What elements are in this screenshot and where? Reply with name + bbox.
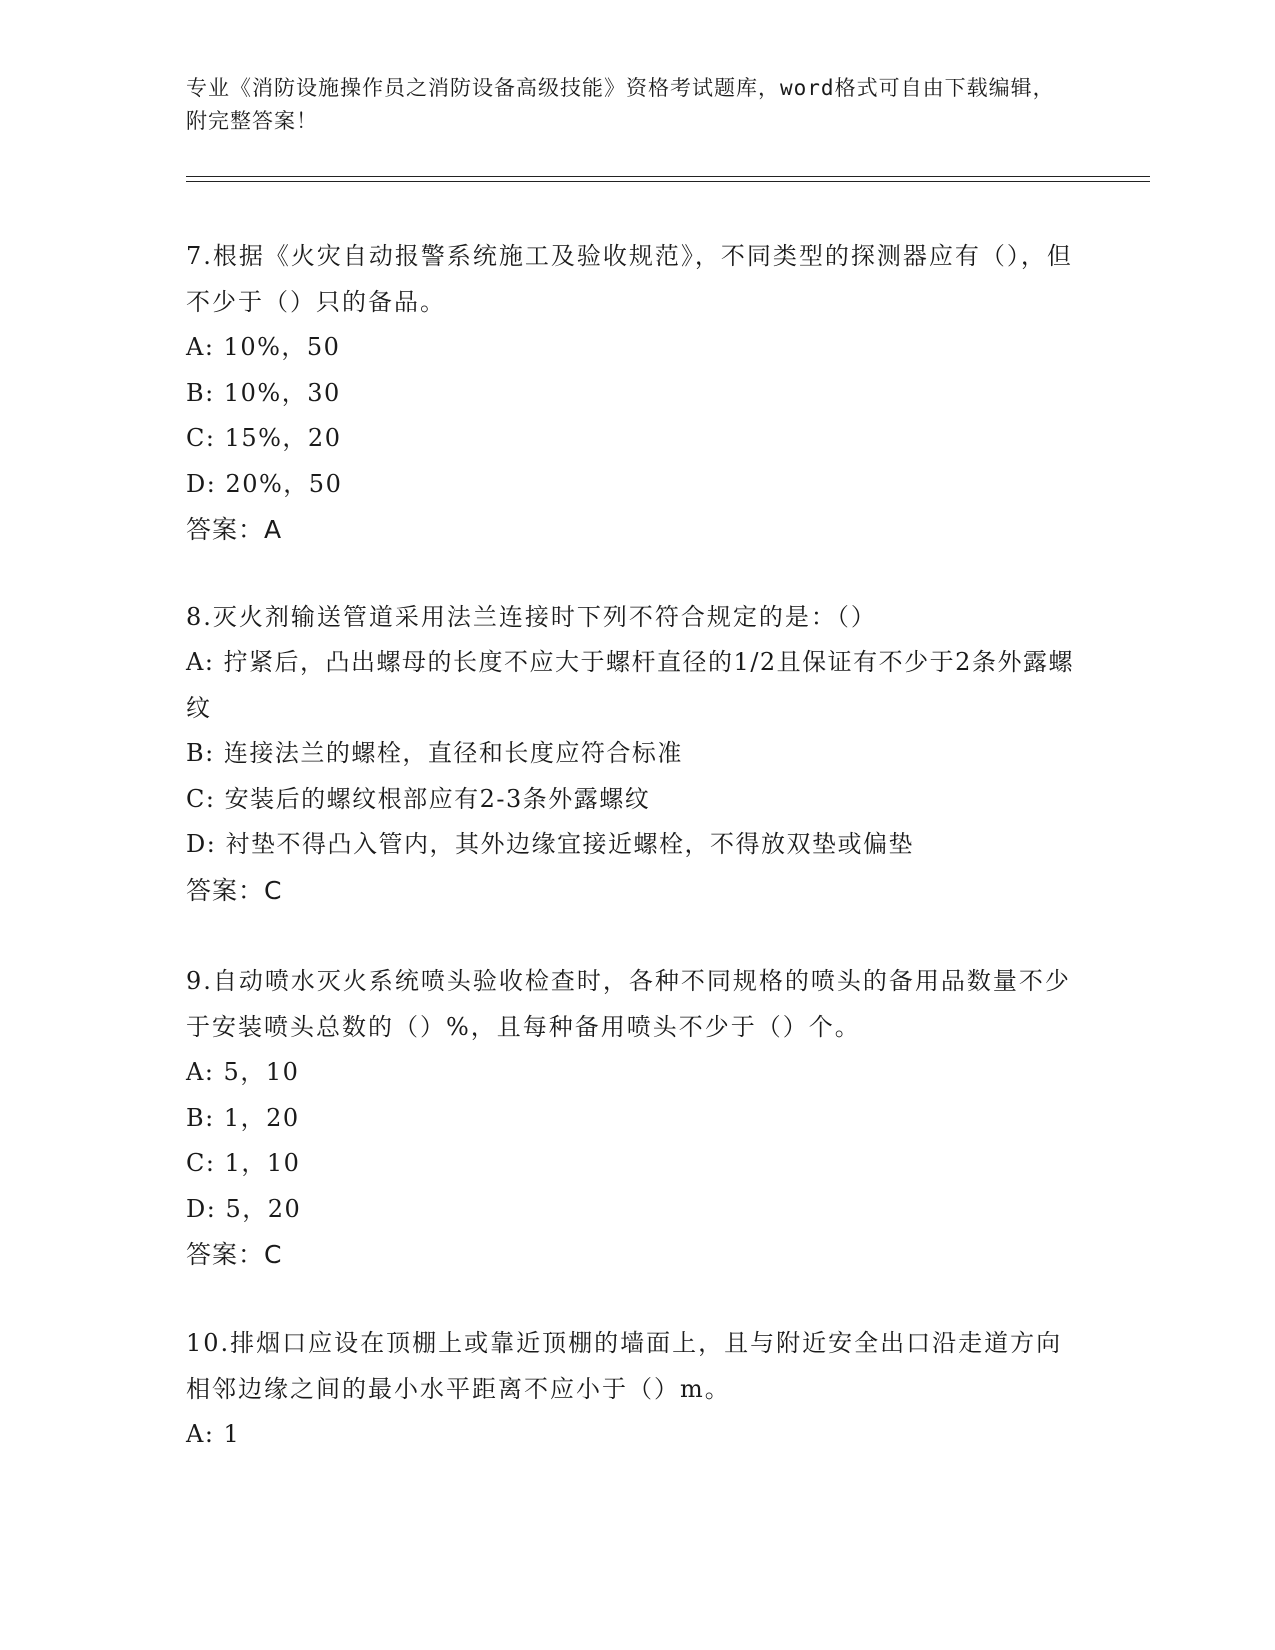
option-d: D: 衬垫不得凸入管内，其外边缘宜接近螺栓，不得放双垫或偏垫 <box>186 830 914 858</box>
answer: 答案：C <box>186 1240 283 1269</box>
header-divider-bottom <box>186 181 1150 182</box>
option-b: B: 连接法兰的螺栓，直径和长度应符合标准 <box>186 739 683 767</box>
option-b: B: 1，20 <box>186 1103 300 1132</box>
option-c: C: 15%，20 <box>186 424 342 452</box>
option-b: B: 10%，30 <box>186 378 341 407</box>
option-d: D: 5，20 <box>186 1194 302 1223</box>
option-c: C: 1，10 <box>186 1149 301 1177</box>
question-9 <box>186 958 1086 1278</box>
answer: 答案：C <box>186 875 283 905</box>
option-a: A: 1 <box>186 1420 241 1448</box>
answer: 答案：A <box>186 515 283 544</box>
question-stem: 7.根据《火灾自动报警系统施工及验收规范》，不同类型的探测器应有（），但不少于（）只的备品。 <box>186 242 1073 316</box>
question-stem: 9.自动喷水灭火系统喷头验收检查时，各种不同规格的喷头的备用品数量不少于安装喷头总数的（）%，且每种备用喷头不少于（）个。 <box>186 967 1071 1041</box>
question-stem: 8.灭火剂输送管道采用法兰连接时下列不符合规定的是：（） <box>186 603 877 631</box>
document-header: 专业《消防设施操作员之消防设备高级技能》资格考试题库，word格式可自由下载编辑，附完整答案！ <box>186 76 1055 133</box>
question-stem: 10.排烟口应设在顶棚上或靠近顶棚的墙面上，且与附近安全出口沿走道方向相邻边缘之间的最小水平距离不应小于（）m。 <box>186 1329 1063 1403</box>
question-10 <box>186 1320 1086 1458</box>
question-8 <box>186 594 1086 914</box>
option-d: D: 20%，50 <box>186 469 343 498</box>
question-7 <box>186 233 1086 553</box>
option-a: A: 5，10 <box>186 1058 300 1086</box>
option-c: C: 安装后的螺纹根部应有2-3条外露螺纹 <box>186 784 651 813</box>
option-a: A: 拧紧后，凸出螺母的长度不应大于螺杆直径的1/2且保证有不少于2条外露螺纹 <box>186 648 1074 722</box>
header-divider-top <box>186 176 1150 177</box>
option-a: A: 10%，50 <box>186 333 341 361</box>
